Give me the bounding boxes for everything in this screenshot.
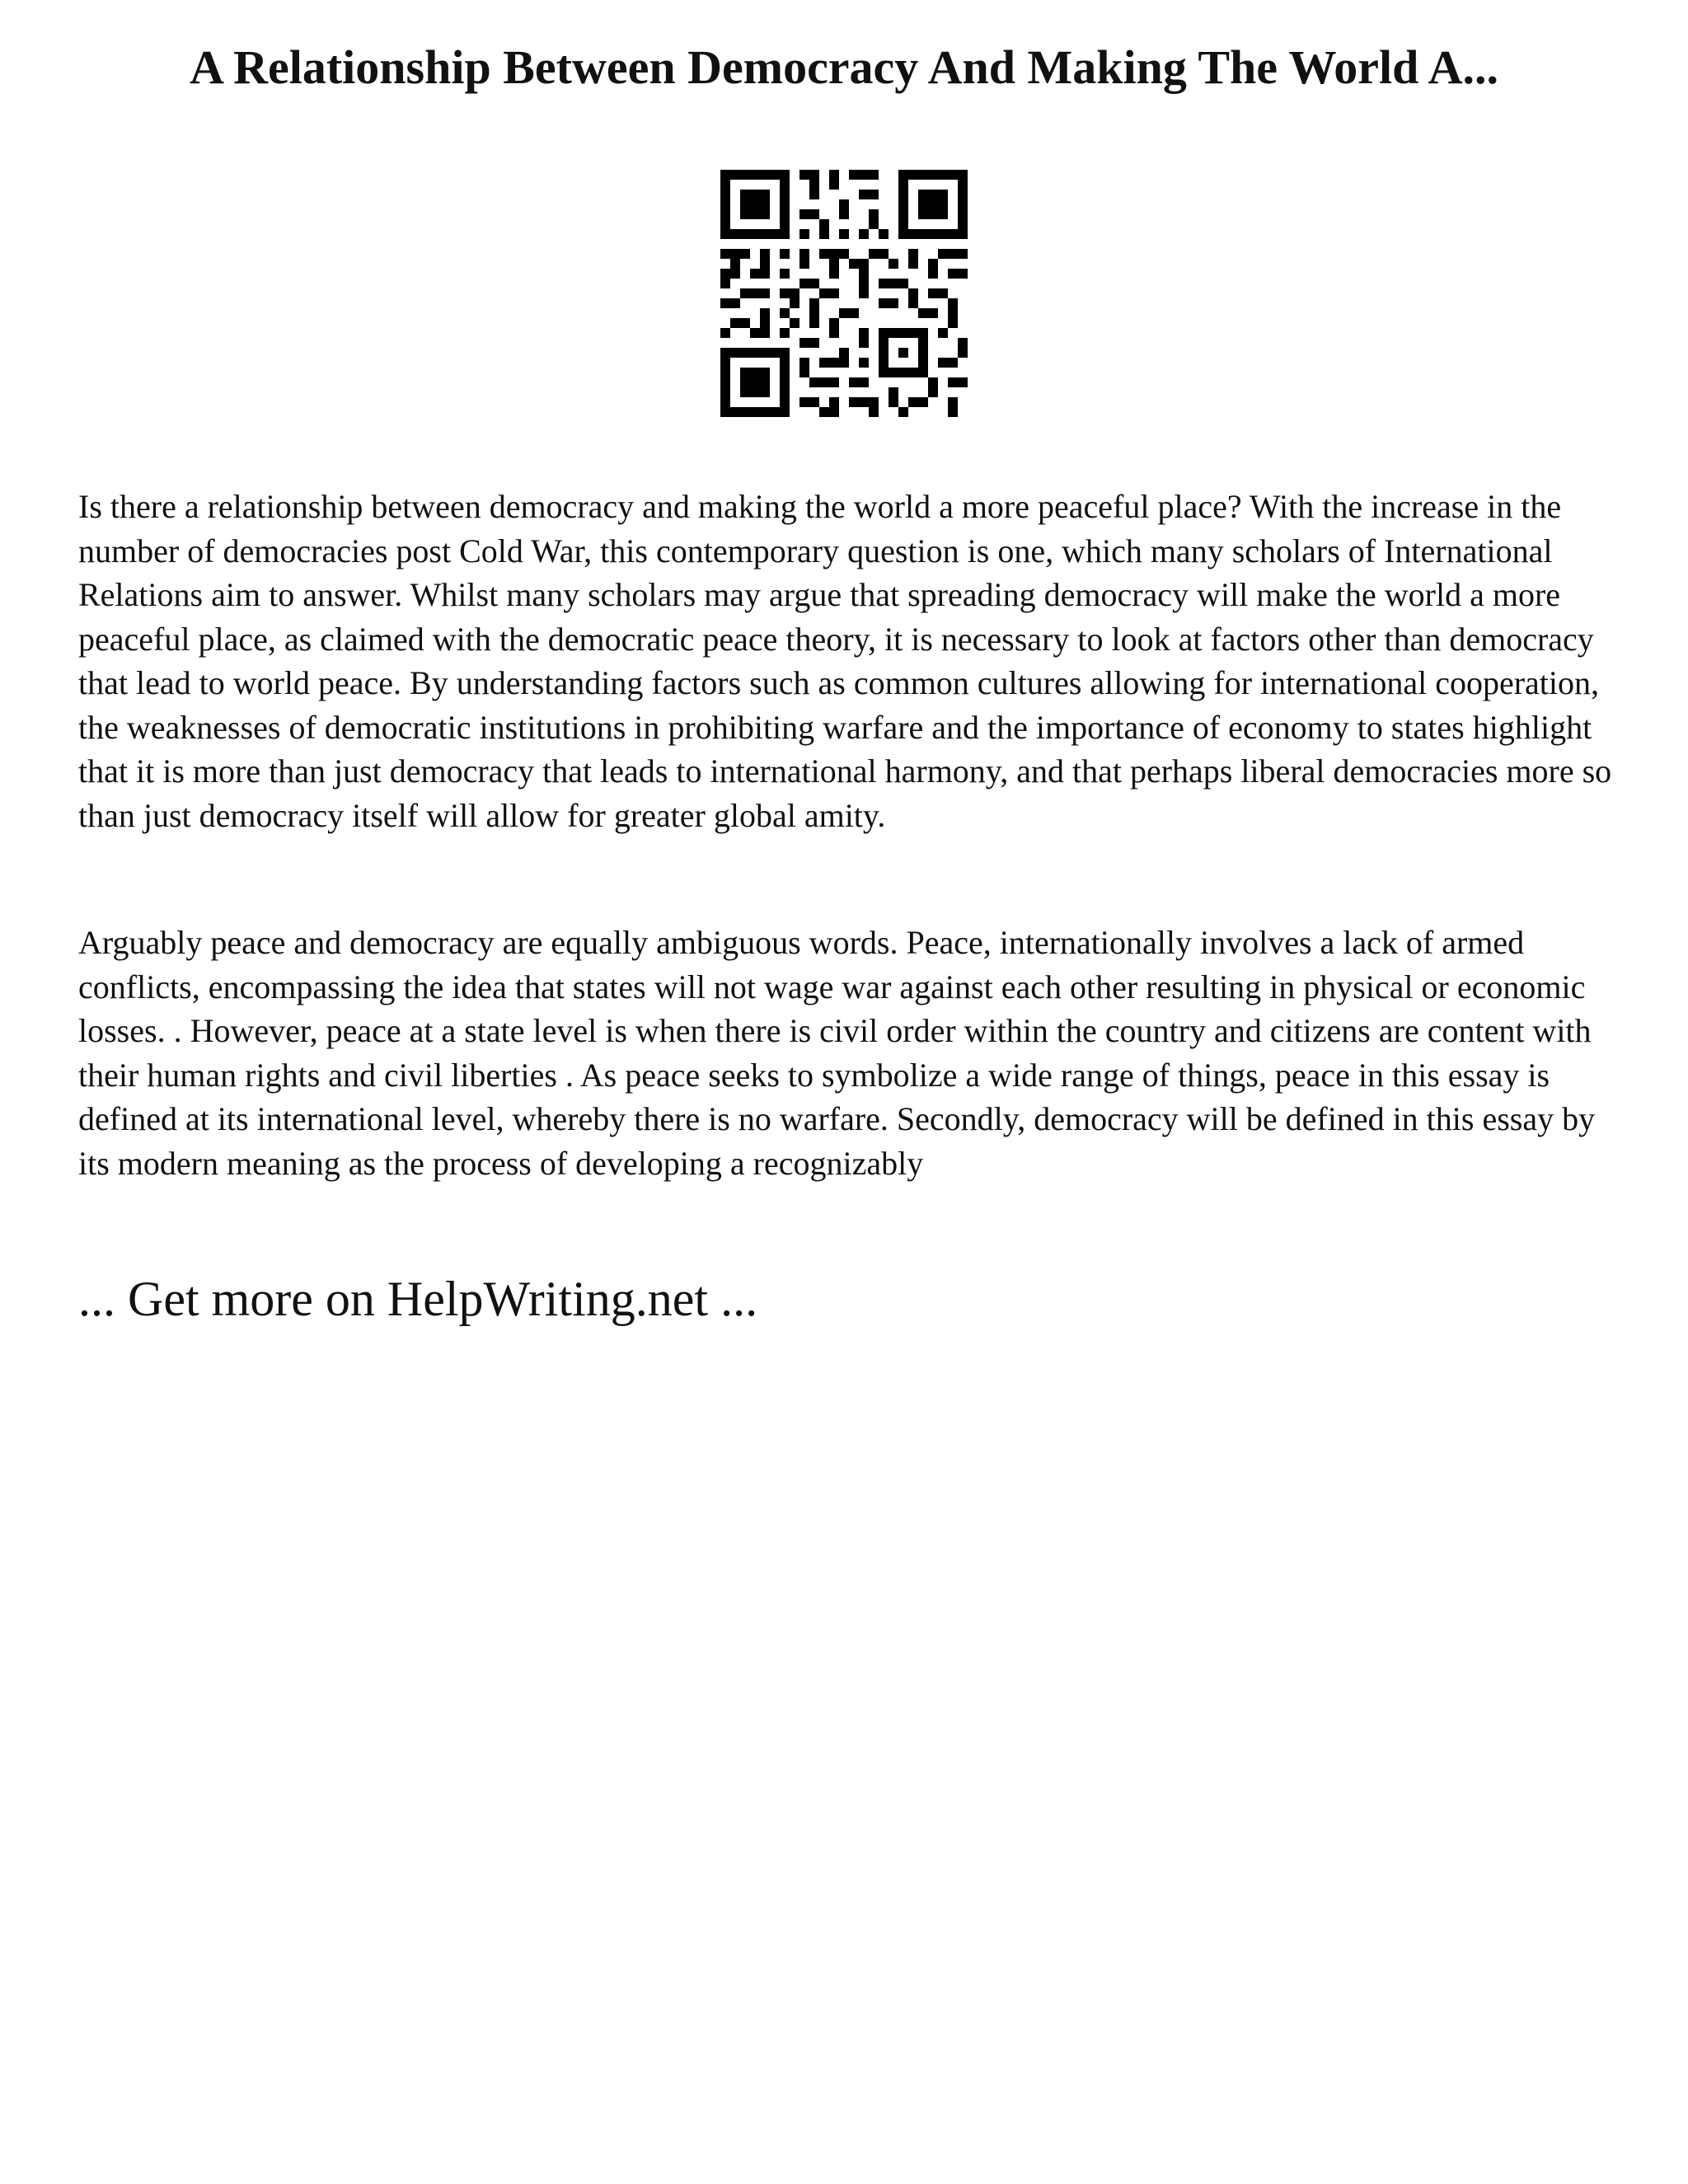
qr-code-icon — [720, 170, 968, 417]
paragraph-definitions: Arguably peace and democracy are equally ambiguous words. Peace, internationally involves a lack of armed conflicts, encompassing the idea that states will not wage war against each other resulting in physical or economic losses. . However, peace at a state level is when there is civil order within the country and citizens are content with their human rights and civil liberties . As peace seeks to symbolize a wide range of things, peace in this essay is defined at its international level, whereby there is no warfare. Secondly, democracy will be defined in this essay by its modern meaning as the process of developing a recognizably — [78, 924, 1596, 1182]
paragraph-intro: Is there a relationship between democracy and making the world a more peaceful place? With the increase in the number of democracies post Cold War, this contemporary question is one, which many scholars of International Relations aim to answer. Whilst many scholars may argue that spreading democracy will make the world a more peaceful place, as claimed with the democratic peace theory, it is necessary to look at factors other than democracy that lead to world peace. By understanding factors such as common cultures allowing for international cooperation, the weaknesses of democratic institutions in prohibiting warfare and the importance of economy to states highlight that it is more than just democracy that leads to international harmony, and that perhaps liberal democracies more so than just democracy itself will allow for greater global amity. — [78, 488, 1612, 834]
document-title: A Relationship Between Democracy And Making The World A... — [189, 40, 1499, 94]
get-more-link[interactable]: ... Get more on HelpWriting.net ... — [78, 1272, 758, 1326]
qr-code-graphic — [720, 170, 968, 417]
